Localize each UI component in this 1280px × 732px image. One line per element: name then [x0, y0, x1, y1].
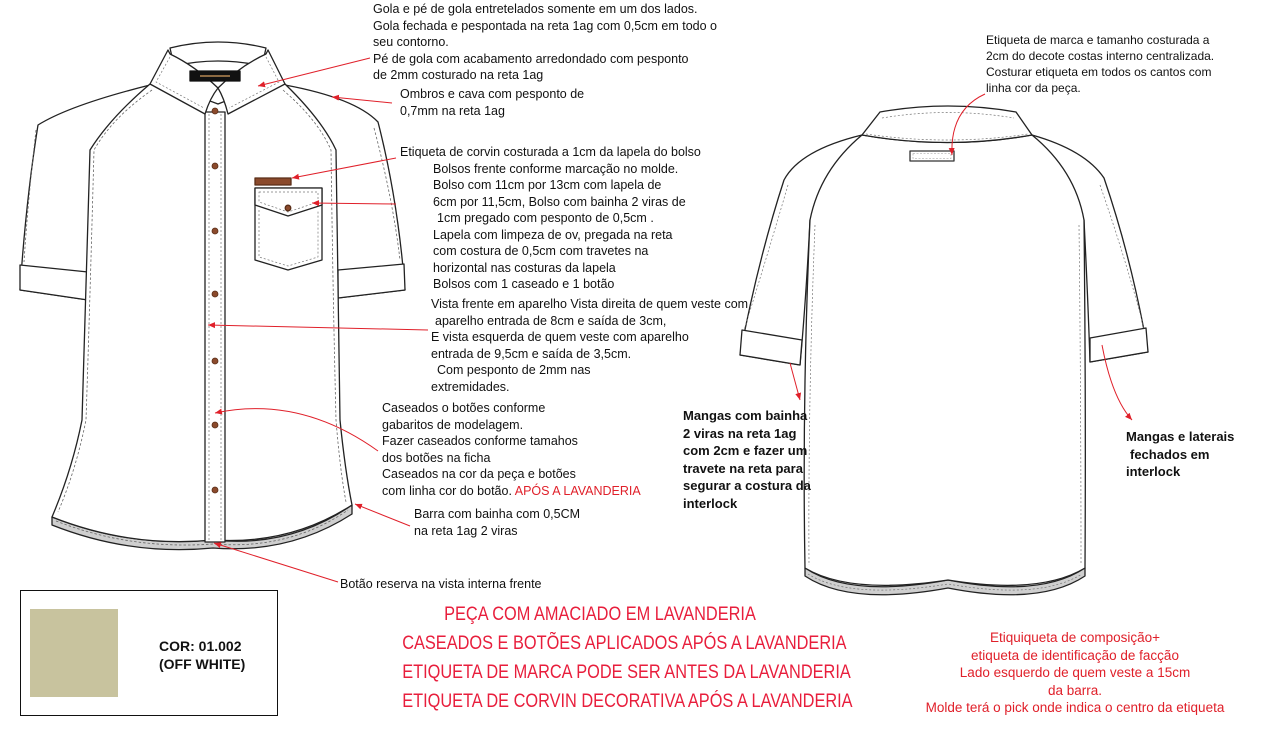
- sleeves-sides-note: [1126, 428, 1234, 481]
- buttonholes-note-line: Fazer caseados conforme tamahos: [382, 434, 578, 448]
- color-swatch: [30, 609, 118, 697]
- back-brand-label: [910, 151, 954, 161]
- sleeves-hem-note-line: Mangas com bainha: [683, 408, 808, 423]
- composition-note-line: Molde terá o pick onde indica o centro da etiqueta: [925, 700, 1225, 715]
- placket-note-line: E vista esquerda de quem veste com aparelho: [431, 330, 689, 344]
- buttonholes-note-text: com linha cor do botão.: [382, 483, 512, 498]
- pocket-note-line: 1cm pregado com pesponto de 0,5cm .: [437, 211, 654, 225]
- placket-note: [431, 296, 748, 395]
- shoulders-note: [400, 86, 584, 119]
- pocket-note-line: horizontal nas costuras da lapela: [433, 260, 616, 275]
- shoulders-note-line: 0,7mm na reta 1ag: [400, 103, 505, 118]
- buttonholes-note-line: Caseados na cor da peça e botões: [382, 467, 576, 481]
- composition-note-line: Etiquiqueta de composição+: [990, 630, 1160, 645]
- sleeves-hem-note-line: com 2cm e fazer um: [683, 443, 808, 458]
- color-spec-box: [20, 590, 278, 716]
- sleeves-sides-note-line: fechados em: [1130, 446, 1210, 462]
- color-spec-text: [159, 637, 245, 673]
- sleeves-hem-note-line: interlock: [683, 495, 738, 511]
- placket-note-line: extremidades.: [431, 379, 510, 394]
- composition-note-line: Lado esquerdo de quem veste a 15cm: [959, 665, 1191, 680]
- shoulders-note-line: Ombros e cava com pesponto de: [400, 87, 585, 101]
- pocket-note-line: Bolsos com 1 caseado e 1 botão: [433, 277, 615, 291]
- front-shirt-drawing: [20, 42, 405, 550]
- color-code-label: COR: 01.002: [159, 638, 242, 654]
- banner-line: CASEADOS E BOTÕES APLICADOS APÓS A LAVANDERIA: [402, 633, 847, 654]
- back-shirt-drawing: [740, 106, 1148, 595]
- hem-note: [414, 506, 580, 539]
- buttonholes-note: [382, 400, 641, 499]
- front-right-cuff: [338, 264, 405, 298]
- hem-note-line: na reta 1ag 2 viras: [414, 523, 518, 538]
- pocket-note: [400, 144, 701, 293]
- composition-note-line: da barra.: [1047, 682, 1103, 698]
- hem-note-line: Barra com bainha com 0,5CM: [414, 507, 581, 521]
- collar-note-line: Gola e pé de gola entretelados somente em um dos lados.: [373, 2, 698, 16]
- sleeves-hem-note: [683, 407, 811, 512]
- laundry-instructions-banner: [370, 600, 853, 716]
- buttonholes-note-line: Caseados o botões conforme: [382, 401, 546, 415]
- spare-button-note: [340, 576, 542, 593]
- sleeves-sides-note-line: interlock: [1126, 464, 1181, 479]
- spare-button-note-line: Botão reserva na vista interna frente: [340, 577, 542, 591]
- front-body: [52, 84, 352, 542]
- brand-label-note-line: 2cm do decote costas interno centralizada.: [986, 49, 1215, 63]
- sleeves-hem-note-line: 2 viras na reta 1ag: [683, 425, 797, 441]
- buttonholes-note-line: gabaritos de modelagem.: [382, 417, 524, 432]
- pocket-note-line: Lapela com limpeza de ov, pregada na reta: [433, 227, 673, 242]
- sleeves-sides-note-line: Mangas e laterais: [1126, 429, 1235, 444]
- back-body: [804, 135, 1085, 585]
- placket-note-line: aparelho entrada de 8cm e saída de 3cm,: [435, 313, 667, 328]
- pocket-note-line: Bolsos frente conforme marcação no molde.: [433, 161, 679, 176]
- banner-line: PEÇA COM AMACIADO EM LAVANDERIA: [444, 604, 756, 625]
- sleeves-hem-note-line: segurar a costura da: [683, 478, 811, 493]
- composition-label-note: [880, 629, 1270, 717]
- corvin-label: [255, 178, 291, 185]
- collar-note: [373, 1, 717, 84]
- front-placket: [205, 112, 225, 542]
- pocket-note-line: Etiqueta de corvin costurada a 1cm da lapela do bolso: [400, 145, 701, 159]
- buttonholes-note-line: [382, 483, 641, 500]
- banner-line: ETIQUETA DE CORVIN DECORATIVA APÓS A LAVANDERIA: [402, 691, 853, 712]
- pocket-note-line: 6cm por 11,5cm, Bolso com bainha 2 viras de: [433, 194, 686, 209]
- color-name-label: (OFF WHITE): [159, 656, 246, 672]
- pocket-note-line: com costura de 0,5cm com travetes na: [433, 244, 649, 258]
- collar-note-line: de 2mm costurado na reta 1ag: [373, 68, 544, 82]
- collar-note-line: Gola fechada e pespontada na reta 1ag com 0,5cm em todo o: [373, 18, 717, 33]
- sleeves-hem-note-line: travete na reta para: [683, 460, 803, 476]
- brand-label-note-line: Costurar etiqueta em todos os cantos com: [986, 65, 1212, 79]
- banner-line: ETIQUETA DE MARCA PODE SER ANTES DA LAVANDERIA: [402, 662, 851, 683]
- placket-note-line: entrada de 9,5cm e saída de 3,5cm.: [431, 346, 632, 361]
- collar-note-line: Pé de gola com acabamento arredondado com pesponto: [373, 51, 689, 66]
- after-laundry-warning: APÓS A LAVANDERIA: [514, 483, 641, 498]
- buttonholes-note-line: dos botões na ficha: [382, 450, 491, 465]
- pocket-note-line: Bolso com 11cm por 13cm com lapela de: [433, 178, 662, 192]
- placket-note-line: Vista frente em aparelho Vista direita de quem veste com: [431, 297, 749, 311]
- composition-note-line: etiqueta de identificação de facção: [971, 647, 1179, 663]
- brand-label-note-line: linha cor da peça.: [986, 81, 1081, 95]
- collar-note-line: seu contorno.: [373, 35, 449, 49]
- placket-note-line: Com pesponto de 2mm nas: [437, 363, 591, 377]
- brand-label-note: [986, 32, 1214, 96]
- brand-label-note-line: Etiqueta de marca e tamanho costurada a: [986, 33, 1210, 47]
- pocket-button: [285, 205, 291, 211]
